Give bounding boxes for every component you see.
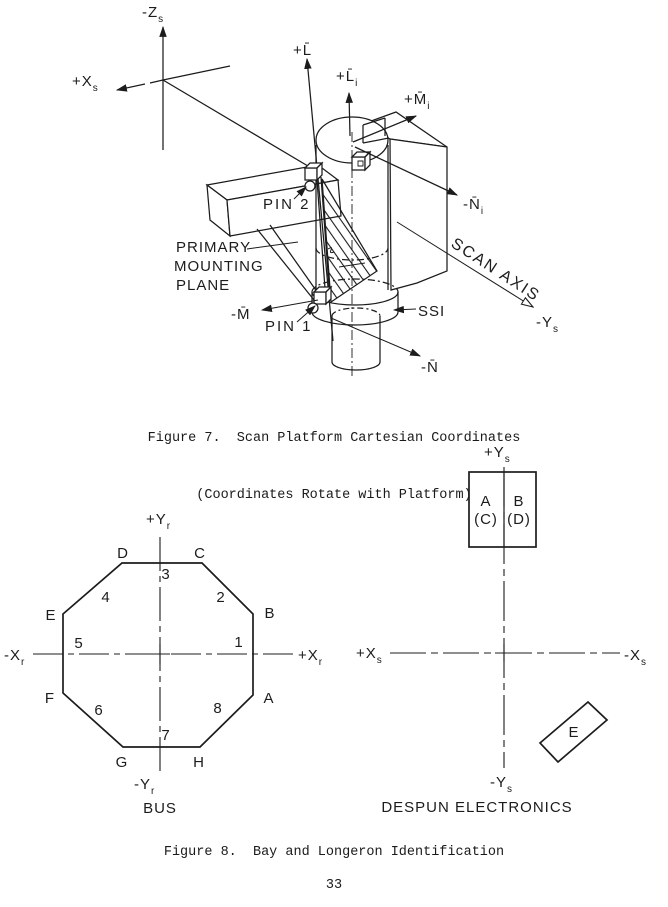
bay-label-4: 4: [101, 589, 111, 606]
primary-mounting-plane-label-3: PLANE: [176, 277, 231, 294]
bus-labels: [4, 511, 323, 817]
longeron-label-f: F: [44, 690, 56, 707]
despun-box-label-b: B: [513, 493, 525, 510]
neg-m-axis-label: -M̄: [231, 306, 251, 323]
s-frame-axes: [117, 27, 318, 172]
bay-label-7: 7: [161, 727, 171, 744]
bay-label-1: 1: [234, 634, 244, 651]
bus-center-cross: [150, 644, 170, 664]
figure7-caption-line1: Figure 7. Scan Platform Cartesian Coordinates: [147, 431, 521, 446]
despun-pos-x-label: $+X_s$: [356, 645, 382, 666]
despun-box-label-c: (C): [474, 511, 498, 528]
bay-label-8: 8: [213, 700, 223, 717]
primary-mounting-plane-hatch: [317, 177, 377, 302]
despun-neg-y-label: $-Y_s$: [490, 774, 512, 795]
bay-label-3: 3: [161, 566, 171, 583]
despun-neg-x-label: $-X_s$: [624, 647, 646, 668]
bay-label-6: 6: [94, 702, 104, 719]
despun-box-label-a: A: [480, 493, 492, 510]
pos-m-i-axis-label: $+M̄_i$: [404, 91, 430, 112]
pos-x-axis-label: $+X_s$: [72, 73, 98, 94]
page-number: 33: [325, 878, 343, 893]
bracket-plate: [257, 225, 320, 300]
bus-pos-x-label: $+X_r$: [298, 647, 323, 668]
longeron-label-a: A: [263, 690, 275, 707]
neg-n-i-axis-label: $-N̄_i$: [463, 196, 484, 217]
bus-pos-y-label: $+Y_r$: [146, 511, 171, 532]
despun-box-label-d: (D): [507, 511, 531, 528]
bus-neg-x-label: $-X_r$: [4, 647, 25, 668]
figure8-caption: Figure 8. Bay and Longeron Identification: [163, 845, 505, 860]
bus-title: BUS: [143, 800, 177, 817]
neg-z-axis-label: $-Z_s$: [142, 4, 164, 25]
cylinder-key-cube: [352, 152, 370, 170]
primary-mounting-plane-label-2: MOUNTING: [174, 258, 264, 275]
figure7-caption-line2: (Coordinates Rotate with Platform): [196, 488, 472, 503]
despun-box-label-e: E: [568, 724, 580, 741]
longeron-label-g: G: [115, 754, 129, 771]
longeron-label-h: H: [193, 754, 205, 771]
neg-n-axis-label: -N̄: [421, 359, 439, 376]
longeron-label-b: B: [264, 605, 276, 622]
scan-axis-label: SCAN AXIS: [447, 235, 544, 306]
bus-neg-y-label: $-Y_r$: [134, 776, 155, 797]
longeron-label-e: E: [45, 607, 57, 624]
figure7-caption: [0, 391, 668, 524]
longeron-label-d: D: [117, 545, 129, 562]
pos-l-axis-label: +L̄: [293, 42, 313, 59]
neg-y-axis-label: $-Y_s$: [536, 314, 558, 335]
longeron-label-c: C: [194, 545, 206, 562]
ssi-leader: [394, 309, 416, 310]
bay-label-5: 5: [74, 635, 84, 652]
despun-title: DESPUN ELECTRONICS: [381, 799, 573, 816]
despun-center-cross: [495, 644, 513, 662]
pin2-label: PIN 2: [263, 196, 311, 213]
pin1-label: PIN 1: [265, 318, 313, 335]
despun-pos-y-label: $+Y_s$: [484, 444, 510, 465]
bay-label-2: 2: [216, 589, 226, 606]
pos-l-i-axis-label: $+L̄_i$: [336, 68, 358, 89]
ssi-label: SSI: [418, 303, 446, 320]
primary-mounting-plane-label-1: PRIMARY: [176, 239, 252, 256]
